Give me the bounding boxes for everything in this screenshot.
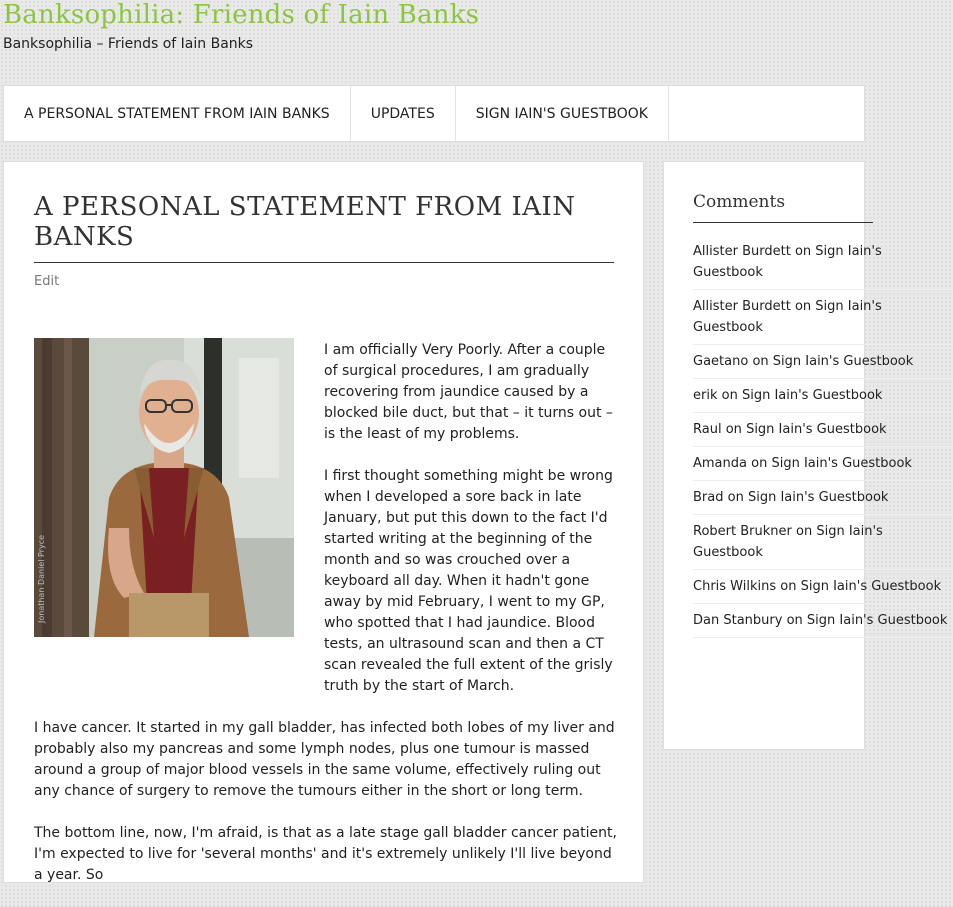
site-title[interactable]: Banksophilia: Friends of Iain Banks (3, 0, 480, 30)
comment-author-link[interactable]: Brad (693, 490, 724, 505)
comment-item: Brad on Sign Iain's Guestbook (693, 481, 953, 515)
comment-author-link[interactable]: Dan Stanbury (693, 613, 783, 628)
widget-divider (693, 222, 873, 223)
comment-post-link[interactable]: Sign Iain's Guestbook (771, 456, 912, 471)
paragraph: I have cancer. It started in my gall bladder, has infected both lobes of my liver and probably also my pancreas and some lymph nodes, plus one tumour is massed around a group of major blood vessels in the same volume, effectively ruling out any chance of surgery to remove the tumours either in the short or long term. (34, 720, 615, 799)
comment-post-link[interactable]: Sign Iain's Guestbook (800, 579, 942, 594)
post-article (3, 161, 644, 883)
post-title: A PERSONAL STATEMENT FROM IAIN BANKS (34, 192, 576, 252)
comment-item: Amanda on Sign Iain's Guestbook (693, 447, 953, 481)
nav-item-guestbook[interactable]: SIGN IAIN'S GUESTBOOK (456, 86, 669, 141)
paragraph: I am officially Very Poorly. After a couple of surgical procedures, I am gradually recovering from jaundice caused by a blocked bile duct, but that – it turns out – is the least of my problems. (324, 342, 613, 442)
author-photo (34, 338, 294, 637)
comment-author-link[interactable]: Gaetano (693, 354, 749, 369)
post-body (34, 718, 619, 907)
comment-author-link[interactable]: Amanda (693, 456, 747, 471)
comment-item: Chris Wilkins on Sign Iain's Guestbook (693, 570, 953, 604)
comment-author-link[interactable]: Chris Wilkins (693, 579, 777, 594)
comment-item: erik on Sign Iain's Guestbook (693, 379, 953, 413)
intro-text (324, 340, 614, 718)
photo-credit: Jonathan Daniel Pryce (37, 534, 46, 623)
site-description: Banksophilia – Friends of Iain Banks (3, 36, 254, 52)
comment-post-link[interactable]: Sign Iain's Guestbook (741, 388, 883, 403)
title-divider (34, 262, 614, 263)
comment-post-link[interactable]: Sign Iain's Guestbook (693, 299, 882, 335)
nav-item-personal-statement[interactable]: A PERSONAL STATEMENT FROM IAIN BANKS (4, 86, 351, 141)
comment-post-link[interactable]: Sign Iain's Guestbook (806, 613, 948, 628)
comment-author-link[interactable]: Robert Brukner (693, 524, 792, 539)
comment-post-link[interactable]: Sign Iain's Guestbook (693, 524, 883, 560)
comment-item: Dan Stanbury on Sign Iain's Guestbook (693, 604, 953, 638)
comment-author-link[interactable]: Raul (693, 422, 722, 437)
comments-widget-title: Comments (693, 192, 786, 212)
comment-post-link[interactable]: Sign Iain's Guestbook (746, 422, 887, 437)
comment-author-link[interactable]: Allister Burdett (693, 299, 791, 314)
recent-comments-list (693, 235, 953, 638)
comment-author-link[interactable]: erik (693, 388, 718, 403)
paragraph: I first thought something might be wrong when I developed a sore back in late January, but put this down to the fact I'd started writing at the beginning of the month and so was crouched over a keyboard all day. When it hadn't gone away by mid February, I went to my GP, who spotted that I had jaundice. Blood tests, an ultrasound scan and then a CT scan revealed the full extent of the grisly truth by the start of March. (324, 468, 613, 694)
edit-link[interactable]: Edit (34, 274, 60, 289)
comment-item: Raul on Sign Iain's Guestbook (693, 413, 953, 447)
comment-item: Allister Burdett on Sign Iain's Guestbook (693, 290, 953, 345)
paragraph: The bottom line, now, I'm afraid, is that as a late stage gall bladder cancer patient, I'm expected to live for 'several months' and it's extremely unlikely I'll live beyond a year. So (34, 825, 617, 883)
comment-post-link[interactable]: Sign Iain's Guestbook (772, 354, 914, 369)
comment-item: Gaetano on Sign Iain's Guestbook (693, 345, 953, 379)
comment-author-link[interactable]: Allister Burdett (693, 244, 791, 259)
comment-item: Robert Brukner on Sign Iain's Guestbook (693, 515, 953, 570)
comment-post-link[interactable]: Sign Iain's Guestbook (693, 244, 882, 280)
comment-item: Allister Burdett on Sign Iain's Guestbook (693, 235, 953, 290)
comment-post-link[interactable]: Sign Iain's Guestbook (747, 490, 889, 505)
nav-item-updates[interactable]: UPDATES (351, 86, 456, 141)
main-nav (3, 85, 865, 142)
sidebar (663, 161, 948, 750)
